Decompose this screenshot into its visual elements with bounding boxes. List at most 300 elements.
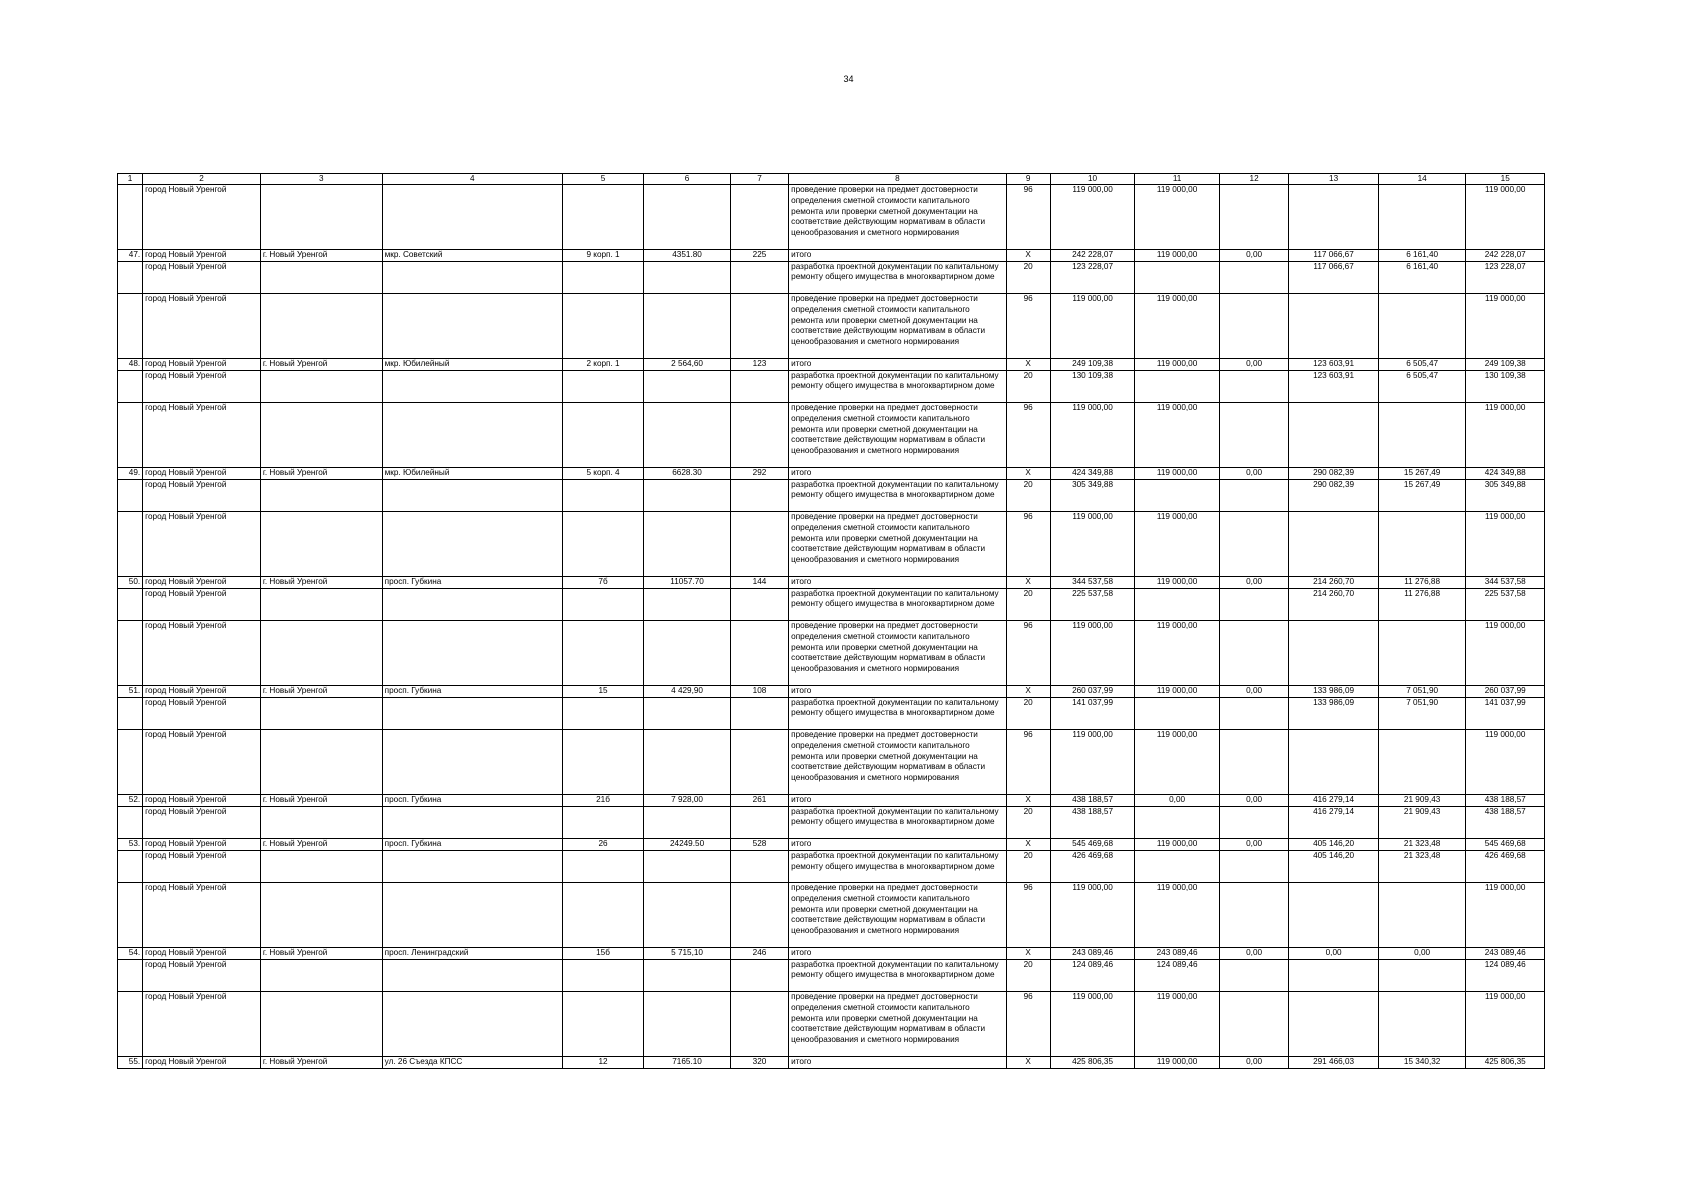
cost-col-15-cell: 141 037,99	[1466, 697, 1545, 729]
column-number-9: 9	[1006, 174, 1050, 185]
cost-col-12-cell: 0,00	[1219, 947, 1288, 959]
cost-col-14-cell: 15 267,49	[1378, 467, 1466, 479]
table-row	[118, 370, 1545, 402]
cost-col-11-cell: 119 000,00	[1135, 838, 1220, 850]
settlement-cell: г. Новый Уренгой	[260, 947, 382, 959]
column-number-2: 2	[143, 174, 261, 185]
cost-col-15-cell: 438 188,57	[1466, 794, 1545, 806]
settlement-cell: г. Новый Уренгой	[260, 358, 382, 370]
house-number-cell	[562, 850, 644, 882]
cost-col-15-cell: 438 188,57	[1466, 806, 1545, 838]
area-cell: 7165.10	[644, 1056, 731, 1068]
cost-col-11-cell: 119 000,00	[1135, 185, 1220, 250]
total-cost-cell: 119 000,00	[1050, 511, 1135, 576]
area-cell	[644, 261, 731, 293]
table-row	[118, 850, 1545, 882]
work-type-cell: итого	[789, 838, 1006, 850]
cost-col-15-cell: 119 000,00	[1466, 511, 1545, 576]
table-row	[118, 185, 1545, 250]
cost-col-14-cell: 15 340,32	[1378, 1056, 1466, 1068]
cost-col-14-cell: 6 505,47	[1378, 370, 1466, 402]
cost-col-12-cell	[1219, 402, 1288, 467]
cost-col-13-cell	[1289, 185, 1379, 250]
street-cell	[382, 729, 562, 794]
total-cost-cell: 424 349,88	[1050, 467, 1135, 479]
work-code-cell: 20	[1006, 850, 1050, 882]
cost-col-13-cell: 123 603,91	[1289, 358, 1379, 370]
work-type-cell: итого	[789, 467, 1006, 479]
cost-col-14-cell: 11 276,88	[1378, 576, 1466, 588]
street-cell: просп. Ленинградский	[382, 947, 562, 959]
municipality-cell: город Новый Уренгой	[143, 402, 261, 467]
table-row	[118, 729, 1545, 794]
cost-col-11-cell: 243 089,46	[1135, 947, 1220, 959]
residents-cell: 225	[730, 249, 788, 261]
cost-col-11-cell: 119 000,00	[1135, 249, 1220, 261]
house-number-cell: 12	[562, 1056, 644, 1068]
street-cell: просп. Губкина	[382, 838, 562, 850]
cost-col-15-cell: 242 228,07	[1466, 249, 1545, 261]
area-cell	[644, 883, 731, 948]
row-number-cell	[118, 806, 143, 838]
column-number-7: 7	[730, 174, 788, 185]
cost-col-11-cell: 119 000,00	[1135, 511, 1220, 576]
cost-col-13-cell	[1289, 293, 1379, 358]
street-cell: просп. Губкина	[382, 576, 562, 588]
work-code-cell: 20	[1006, 370, 1050, 402]
row-number-cell: 55.	[118, 1056, 143, 1068]
total-cost-cell: 243 089,46	[1050, 947, 1135, 959]
settlement-cell	[260, 261, 382, 293]
street-cell	[382, 850, 562, 882]
table-row	[118, 261, 1545, 293]
work-code-cell: 20	[1006, 261, 1050, 293]
cost-col-11-cell: 119 000,00	[1135, 620, 1220, 685]
settlement-cell	[260, 402, 382, 467]
cost-col-11-cell	[1135, 261, 1220, 293]
residents-cell	[730, 883, 788, 948]
cost-col-13-cell: 214 260,70	[1289, 588, 1379, 620]
total-cost-cell: 225 537,58	[1050, 588, 1135, 620]
settlement-cell	[260, 588, 382, 620]
cost-col-14-cell	[1378, 959, 1466, 991]
area-cell	[644, 293, 731, 358]
cost-col-14-cell	[1378, 185, 1466, 250]
work-code-cell: X	[1006, 576, 1050, 588]
cost-col-12-cell	[1219, 850, 1288, 882]
residents-cell	[730, 620, 788, 685]
work-code-cell: X	[1006, 685, 1050, 697]
house-number-cell: 2 корп. 1	[562, 358, 644, 370]
cost-col-11-cell	[1135, 588, 1220, 620]
total-cost-cell: 123 228,07	[1050, 261, 1135, 293]
municipality-cell: город Новый Уренгой	[143, 358, 261, 370]
column-number-4: 4	[382, 174, 562, 185]
cost-col-11-cell: 119 000,00	[1135, 467, 1220, 479]
total-cost-cell: 545 469,68	[1050, 838, 1135, 850]
table-row-object	[118, 576, 1545, 588]
work-code-cell: X	[1006, 1056, 1050, 1068]
area-cell	[644, 479, 731, 511]
municipality-cell: город Новый Уренгой	[143, 588, 261, 620]
row-number-cell: 54.	[118, 947, 143, 959]
cost-col-15-cell: 119 000,00	[1466, 620, 1545, 685]
cost-col-14-cell	[1378, 402, 1466, 467]
work-code-cell: 96	[1006, 402, 1050, 467]
settlement-cell: г. Новый Уренгой	[260, 467, 382, 479]
table-row	[118, 620, 1545, 685]
column-number-6: 6	[644, 174, 731, 185]
column-number-row	[118, 174, 1545, 185]
settlement-cell	[260, 511, 382, 576]
municipality-cell: город Новый Уренгой	[143, 947, 261, 959]
cost-col-13-cell	[1289, 959, 1379, 991]
row-number-cell: 51.	[118, 685, 143, 697]
house-number-cell	[562, 293, 644, 358]
cost-col-14-cell: 15 267,49	[1378, 479, 1466, 511]
cost-col-13-cell: 214 260,70	[1289, 576, 1379, 588]
street-cell	[382, 402, 562, 467]
cost-col-13-cell: 291 466,03	[1289, 1056, 1379, 1068]
cost-col-11-cell: 119 000,00	[1135, 293, 1220, 358]
cost-col-15-cell: 225 537,58	[1466, 588, 1545, 620]
total-cost-cell: 344 537,58	[1050, 576, 1135, 588]
cost-col-14-cell: 11 276,88	[1378, 588, 1466, 620]
work-code-cell: 96	[1006, 992, 1050, 1057]
row-number-cell	[118, 588, 143, 620]
cost-col-13-cell: 416 279,14	[1289, 794, 1379, 806]
cost-col-12-cell	[1219, 588, 1288, 620]
row-number-cell	[118, 883, 143, 948]
cost-col-12-cell	[1219, 261, 1288, 293]
work-code-cell: X	[1006, 358, 1050, 370]
table-row	[118, 883, 1545, 948]
settlement-cell	[260, 883, 382, 948]
cost-col-14-cell: 7 051,90	[1378, 685, 1466, 697]
row-number-cell	[118, 729, 143, 794]
residents-cell	[730, 479, 788, 511]
residents-cell: 144	[730, 576, 788, 588]
settlement-cell: г. Новый Уренгой	[260, 794, 382, 806]
street-cell	[382, 370, 562, 402]
cost-col-11-cell: 119 000,00	[1135, 576, 1220, 588]
street-cell: просп. Губкина	[382, 685, 562, 697]
residents-cell	[730, 806, 788, 838]
settlement-cell: г. Новый Уренгой	[260, 249, 382, 261]
column-number-11: 11	[1135, 174, 1220, 185]
total-cost-cell: 260 037,99	[1050, 685, 1135, 697]
street-cell	[382, 697, 562, 729]
cost-col-14-cell	[1378, 992, 1466, 1057]
work-type-cell: разработка проектной документации по капитальному ремонту общего имущества в многоквартирном доме	[789, 479, 1006, 511]
street-cell	[382, 806, 562, 838]
residents-cell	[730, 959, 788, 991]
street-cell	[382, 479, 562, 511]
house-number-cell: 9 корп. 1	[562, 249, 644, 261]
work-code-cell: 20	[1006, 588, 1050, 620]
area-cell	[644, 588, 731, 620]
street-cell	[382, 620, 562, 685]
work-type-cell: проведение проверки на предмет достоверности определения сметной стоимости капитального ремонта или проверки сметной документации на соответствие действующим нормативам в области ценообразования и сметного нормирования	[789, 883, 1006, 948]
work-code-cell: X	[1006, 947, 1050, 959]
street-cell: ул. 26 Съезда КПСС	[382, 1056, 562, 1068]
cost-col-15-cell: 305 349,88	[1466, 479, 1545, 511]
municipality-cell: город Новый Уренгой	[143, 850, 261, 882]
residents-cell	[730, 402, 788, 467]
cost-col-14-cell: 21 323,48	[1378, 838, 1466, 850]
street-cell	[382, 588, 562, 620]
cost-col-14-cell	[1378, 511, 1466, 576]
table-row	[118, 511, 1545, 576]
row-number-cell	[118, 185, 143, 250]
residents-cell: 292	[730, 467, 788, 479]
work-code-cell: 96	[1006, 883, 1050, 948]
work-code-cell: X	[1006, 838, 1050, 850]
settlement-cell	[260, 850, 382, 882]
cost-col-11-cell: 0,00	[1135, 794, 1220, 806]
cost-col-15-cell: 123 228,07	[1466, 261, 1545, 293]
row-number-cell	[118, 697, 143, 729]
work-type-cell: проведение проверки на предмет достоверности определения сметной стоимости капитального ремонта или проверки сметной документации на соответствие действующим нормативам в области ценообразования и сметного нормирования	[789, 402, 1006, 467]
work-type-cell: разработка проектной документации по капитальному ремонту общего имущества в многоквартирном доме	[789, 806, 1006, 838]
table-row-object	[118, 947, 1545, 959]
cost-col-12-cell: 0,00	[1219, 576, 1288, 588]
settlement-cell	[260, 806, 382, 838]
work-code-cell: 20	[1006, 697, 1050, 729]
work-type-cell: итого	[789, 1056, 1006, 1068]
column-number-3: 3	[260, 174, 382, 185]
work-code-cell: 96	[1006, 620, 1050, 685]
cost-col-15-cell: 243 089,46	[1466, 947, 1545, 959]
municipality-cell: город Новый Уренгой	[143, 794, 261, 806]
municipality-cell: город Новый Уренгой	[143, 1056, 261, 1068]
cost-col-15-cell: 119 000,00	[1466, 883, 1545, 948]
settlement-cell: г. Новый Уренгой	[260, 1056, 382, 1068]
house-number-cell	[562, 992, 644, 1057]
work-code-cell: X	[1006, 794, 1050, 806]
work-type-cell: проведение проверки на предмет достоверности определения сметной стоимости капитального ремонта или проверки сметной документации на соответствие действующим нормативам в области ценообразования и сметного нормирования	[789, 620, 1006, 685]
municipality-cell: город Новый Уренгой	[143, 685, 261, 697]
residents-cell	[730, 697, 788, 729]
work-type-cell: итого	[789, 249, 1006, 261]
area-cell	[644, 370, 731, 402]
work-type-cell: разработка проектной документации по капитальному ремонту общего имущества в многоквартирном доме	[789, 588, 1006, 620]
work-code-cell: 20	[1006, 959, 1050, 991]
cost-col-14-cell: 21 909,43	[1378, 806, 1466, 838]
column-number-1: 1	[118, 174, 143, 185]
cost-col-12-cell	[1219, 697, 1288, 729]
cost-col-11-cell: 119 000,00	[1135, 402, 1220, 467]
residents-cell: 261	[730, 794, 788, 806]
house-number-cell	[562, 806, 644, 838]
total-cost-cell: 119 000,00	[1050, 729, 1135, 794]
table-row	[118, 588, 1545, 620]
table-row	[118, 402, 1545, 467]
street-cell	[382, 293, 562, 358]
cost-col-13-cell	[1289, 402, 1379, 467]
work-type-cell: итого	[789, 685, 1006, 697]
street-cell: мкр. Юбилейный	[382, 358, 562, 370]
column-number-15: 15	[1466, 174, 1545, 185]
street-cell	[382, 959, 562, 991]
cost-col-11-cell	[1135, 479, 1220, 511]
house-number-cell	[562, 588, 644, 620]
cost-col-11-cell: 119 000,00	[1135, 883, 1220, 948]
work-code-cell: X	[1006, 249, 1050, 261]
house-number-cell: 21б	[562, 794, 644, 806]
residents-cell	[730, 511, 788, 576]
area-cell	[644, 511, 731, 576]
cost-col-15-cell: 130 109,38	[1466, 370, 1545, 402]
house-number-cell: 15б	[562, 947, 644, 959]
area-cell: 2 564,60	[644, 358, 731, 370]
cost-col-15-cell: 425 806,35	[1466, 1056, 1545, 1068]
cost-col-14-cell	[1378, 729, 1466, 794]
cost-col-12-cell	[1219, 992, 1288, 1057]
cost-col-11-cell	[1135, 370, 1220, 402]
cost-col-12-cell	[1219, 620, 1288, 685]
table-row-object	[118, 1056, 1545, 1068]
area-cell	[644, 620, 731, 685]
cost-col-15-cell: 119 000,00	[1466, 729, 1545, 794]
residents-cell	[730, 185, 788, 250]
page-number: 34	[843, 74, 854, 84]
street-cell	[382, 992, 562, 1057]
cost-col-13-cell: 416 279,14	[1289, 806, 1379, 838]
settlement-cell	[260, 185, 382, 250]
row-number-cell	[118, 620, 143, 685]
work-code-cell: X	[1006, 467, 1050, 479]
street-cell	[382, 261, 562, 293]
row-number-cell: 47.	[118, 249, 143, 261]
work-code-cell: 96	[1006, 511, 1050, 576]
row-number-cell	[118, 261, 143, 293]
cost-col-13-cell: 405 146,20	[1289, 850, 1379, 882]
cost-col-14-cell: 6 161,40	[1378, 249, 1466, 261]
total-cost-cell: 130 109,38	[1050, 370, 1135, 402]
total-cost-cell: 426 469,68	[1050, 850, 1135, 882]
municipality-cell: город Новый Уренгой	[143, 806, 261, 838]
cost-col-11-cell	[1135, 850, 1220, 882]
area-cell	[644, 402, 731, 467]
total-cost-cell: 141 037,99	[1050, 697, 1135, 729]
row-number-cell	[118, 370, 143, 402]
settlement-cell	[260, 479, 382, 511]
house-number-cell: 26	[562, 838, 644, 850]
cost-col-14-cell: 0,00	[1378, 947, 1466, 959]
cost-col-15-cell: 119 000,00	[1466, 992, 1545, 1057]
row-number-cell: 49.	[118, 467, 143, 479]
street-cell: просп. Губкина	[382, 794, 562, 806]
area-cell: 6628.30	[644, 467, 731, 479]
cost-col-12-cell	[1219, 511, 1288, 576]
cost-col-12-cell: 0,00	[1219, 467, 1288, 479]
settlement-cell	[260, 293, 382, 358]
cost-col-13-cell: 290 082,39	[1289, 479, 1379, 511]
cost-col-13-cell	[1289, 992, 1379, 1057]
cost-col-15-cell: 124 089,46	[1466, 959, 1545, 991]
house-number-cell	[562, 370, 644, 402]
cost-col-14-cell: 21 323,48	[1378, 850, 1466, 882]
work-type-cell: итого	[789, 794, 1006, 806]
settlement-cell: г. Новый Уренгой	[260, 576, 382, 588]
work-type-cell: разработка проектной документации по капитальному ремонту общего имущества в многоквартирном доме	[789, 261, 1006, 293]
work-type-cell: проведение проверки на предмет достоверности определения сметной стоимости капитального ремонта или проверки сметной документации на соответствие действующим нормативам в области ценообразования и сметного нормирования	[789, 511, 1006, 576]
settlement-cell	[260, 370, 382, 402]
cost-col-15-cell: 260 037,99	[1466, 685, 1545, 697]
table-row-object	[118, 838, 1545, 850]
cost-col-15-cell: 119 000,00	[1466, 185, 1545, 250]
house-number-cell	[562, 620, 644, 685]
municipality-cell: город Новый Уренгой	[143, 620, 261, 685]
work-type-cell: проведение проверки на предмет достоверности определения сметной стоимости капитального ремонта или проверки сметной документации на соответствие действующим нормативам в области ценообразования и сметного нормирования	[789, 992, 1006, 1057]
total-cost-cell: 438 188,57	[1050, 794, 1135, 806]
total-cost-cell: 305 349,88	[1050, 479, 1135, 511]
municipality-cell: город Новый Уренгой	[143, 838, 261, 850]
street-cell: мкр. Советский	[382, 249, 562, 261]
cost-col-13-cell	[1289, 511, 1379, 576]
cost-col-15-cell: 426 469,68	[1466, 850, 1545, 882]
row-number-cell	[118, 959, 143, 991]
cost-col-12-cell: 0,00	[1219, 1056, 1288, 1068]
cost-col-12-cell: 0,00	[1219, 794, 1288, 806]
residents-cell: 123	[730, 358, 788, 370]
street-cell	[382, 511, 562, 576]
residents-cell: 320	[730, 1056, 788, 1068]
work-type-cell: итого	[789, 576, 1006, 588]
total-cost-cell: 124 089,46	[1050, 959, 1135, 991]
row-number-cell: 53.	[118, 838, 143, 850]
cost-col-14-cell: 6 505,47	[1378, 358, 1466, 370]
cost-col-13-cell: 0,00	[1289, 947, 1379, 959]
work-type-cell: разработка проектной документации по капитальному ремонту общего имущества в многоквартирном доме	[789, 697, 1006, 729]
cost-col-12-cell	[1219, 479, 1288, 511]
work-type-cell: разработка проектной документации по капитальному ремонту общего имущества в многоквартирном доме	[789, 370, 1006, 402]
total-cost-cell: 438 188,57	[1050, 806, 1135, 838]
work-code-cell: 20	[1006, 806, 1050, 838]
work-code-cell: 96	[1006, 293, 1050, 358]
area-cell: 5 715,10	[644, 947, 731, 959]
cost-col-15-cell: 119 000,00	[1466, 402, 1545, 467]
row-number-cell	[118, 992, 143, 1057]
cost-col-14-cell: 7 051,90	[1378, 697, 1466, 729]
municipality-cell: город Новый Уренгой	[143, 959, 261, 991]
house-number-cell	[562, 697, 644, 729]
row-number-cell: 48.	[118, 358, 143, 370]
cost-col-12-cell: 0,00	[1219, 838, 1288, 850]
column-number-10: 10	[1050, 174, 1135, 185]
table-row	[118, 992, 1545, 1057]
work-code-cell: 96	[1006, 185, 1050, 250]
table-row-object	[118, 794, 1545, 806]
area-cell: 7 928,00	[644, 794, 731, 806]
total-cost-cell: 119 000,00	[1050, 620, 1135, 685]
row-number-cell	[118, 402, 143, 467]
cost-col-11-cell: 124 089,46	[1135, 959, 1220, 991]
municipality-cell: город Новый Уренгой	[143, 576, 261, 588]
table-row	[118, 806, 1545, 838]
cost-col-12-cell	[1219, 293, 1288, 358]
table-row	[118, 479, 1545, 511]
table-body	[118, 185, 1545, 1069]
table-row-object	[118, 358, 1545, 370]
row-number-cell: 52.	[118, 794, 143, 806]
area-cell: 11057.70	[644, 576, 731, 588]
house-number-cell	[562, 261, 644, 293]
cost-col-12-cell: 0,00	[1219, 685, 1288, 697]
cost-col-12-cell	[1219, 370, 1288, 402]
area-cell	[644, 697, 731, 729]
